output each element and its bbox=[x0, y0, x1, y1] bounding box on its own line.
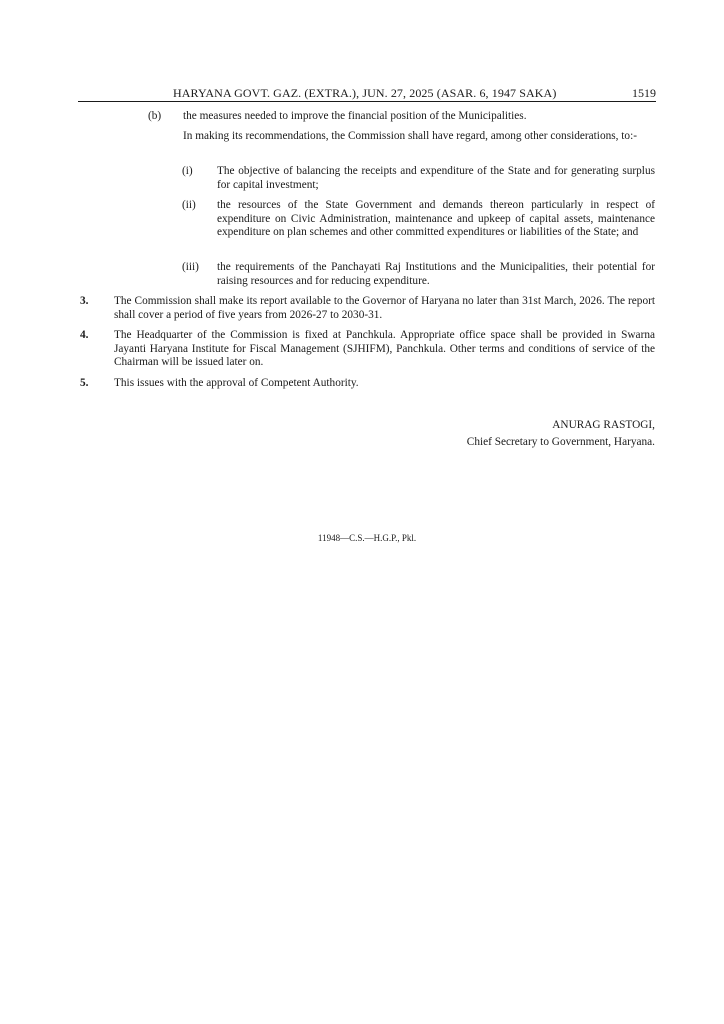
subitem-text: the resources of the State Government and demands thereon particularly in respect of expenditure on Civic Administration, maintenance and upkeep of capital assets, maintenance expenditure on plan schemes and other committed expenditures or liabilities of the State; and bbox=[217, 199, 655, 239]
header-title: HARYANA GOVT. GAZ. (EXTRA.), JUN. 27, 2025 (ASAR. 6, 1947 SAKA) bbox=[173, 86, 557, 100]
printer-footer: 11948—C.S.—H.G.P., Pkl. bbox=[317, 533, 417, 543]
paragraph-number: 4. bbox=[80, 329, 89, 341]
paragraph-text: The Headquarter of the Commission is fixed at Panchkula. Appropriate office space shall be provided in Swarna Jayanti Haryana Institute for Fiscal Management (SJHIFM), Panchkula. Other terms and conditions of service of the Chairman will be issued later on. bbox=[114, 329, 655, 369]
signatory-designation: Chief Secretary to Government, Haryana. bbox=[466, 436, 655, 448]
paragraph-number: 5. bbox=[80, 377, 89, 389]
subitem-text: The objective of balancing the receipts and expenditure of the State and for generating surplus for capital investment; bbox=[217, 165, 655, 191]
paragraph-text: This issues with the approval of Competent Authority. bbox=[114, 377, 359, 389]
paragraph-number: 3. bbox=[80, 295, 89, 307]
signatory-name: ANURAG RASTOGI, bbox=[552, 419, 655, 431]
header-divider bbox=[78, 101, 656, 102]
subitem-text: the requirements of the Panchayati Raj Institutions and the Municipalities, their potential for raising resources and for reducing expenditure. bbox=[217, 261, 655, 287]
item-b-text: the measures needed to improve the financial position of the Municipalities. bbox=[183, 110, 527, 122]
item-b-label: (b) bbox=[148, 110, 162, 122]
subitem-label: (iii) bbox=[182, 261, 199, 273]
recommendations-intro: In making its recommendations, the Commission shall have regard, among other considerations, to:- bbox=[183, 130, 637, 142]
subitem-label: (ii) bbox=[182, 199, 196, 211]
page-number: 1519 bbox=[632, 86, 656, 100]
paragraph-text: The Commission shall make its report available to the Governor of Haryana no later than 31st March, 2026. The report shall cover a period of five years from 2026-27 to 2030-31. bbox=[114, 295, 655, 321]
subitem-label: (i) bbox=[182, 165, 193, 177]
